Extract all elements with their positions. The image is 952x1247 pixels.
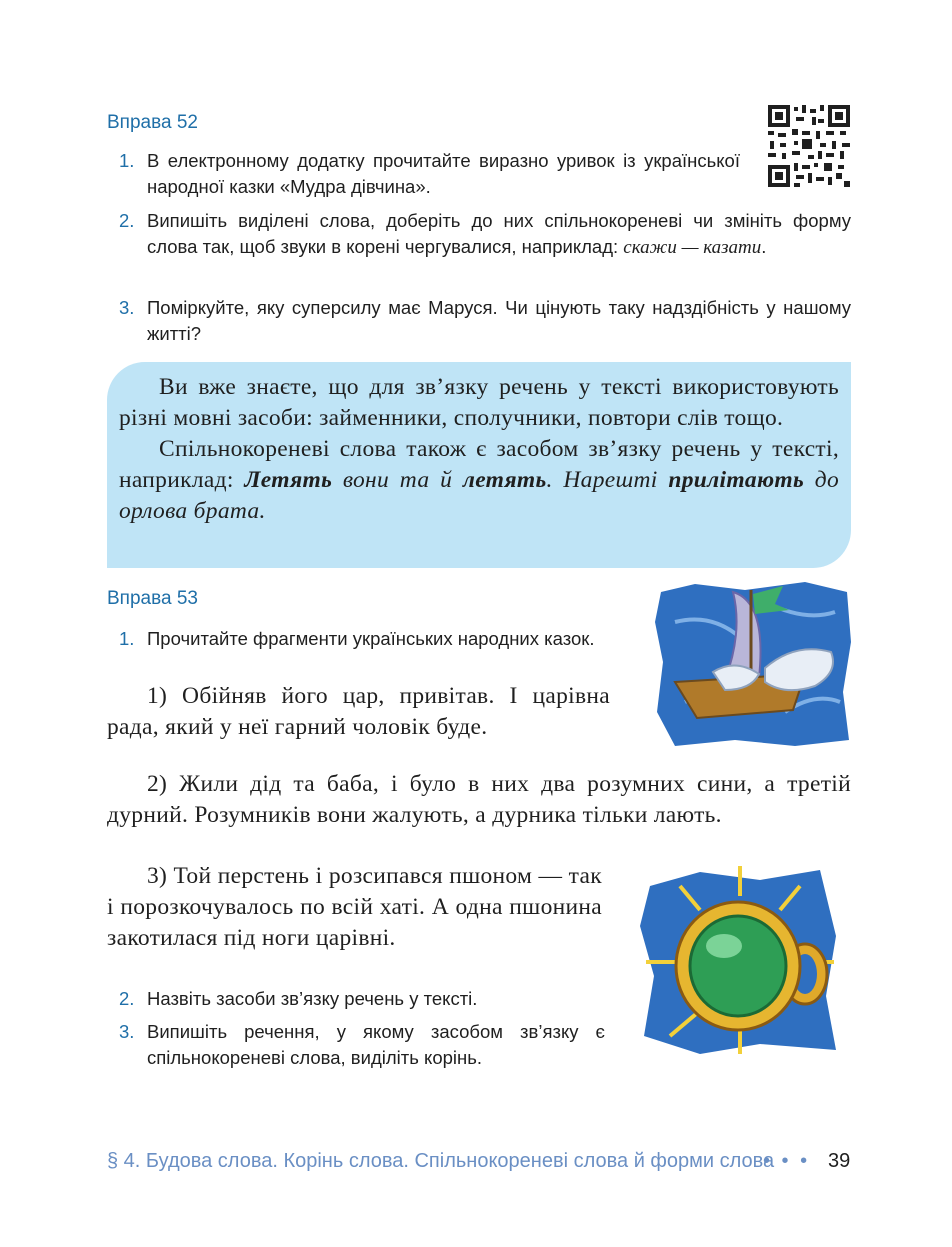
example-word: прилітають xyxy=(668,467,805,493)
page-number: 39 xyxy=(828,1150,851,1172)
exercise-53-title: Вправа 53 xyxy=(107,588,198,609)
flying-ship-illustration xyxy=(655,582,851,746)
task-number: 3. xyxy=(119,297,135,318)
example-text: до орлова брата. xyxy=(119,467,839,524)
footer-chapter: § 4. Будова слова. Корінь слова. Спільнокореневі слова й форми слова xyxy=(107,1150,775,1172)
example-text: вони та й xyxy=(332,467,463,493)
qr-code-icon[interactable] xyxy=(768,105,850,187)
exercise-53-task-3 xyxy=(119,1019,605,1071)
green-gem-ring-illustration xyxy=(640,866,840,1056)
task-number: 1. xyxy=(119,628,135,649)
fragment-2: 2) Жили дід та баба, і було в них два розумних сини, а третій дурний. Розумників вони жалують, а дурника тільки лають. xyxy=(107,771,851,828)
task-number: 2. xyxy=(119,988,135,1009)
rule-paragraph-1: Ви вже знаєте, що для зв’язку речень у тексті використовують різні мовні засоби: займенники, сполучники, повтори слів тощо. xyxy=(119,374,839,431)
task-example: скажи — казати xyxy=(623,237,762,258)
example-text: . Нарешті xyxy=(546,467,669,493)
task-text: Поміркуйте, яку суперсилу має Маруся. Чи цінують таку надздібність у нашому житті? xyxy=(147,297,851,344)
footer-dots: • • • xyxy=(763,1150,811,1172)
task-text: В електронному додатку прочитайте виразно уривок із української народної казки «Мудра дівчина». xyxy=(147,150,740,197)
task-text-end: . xyxy=(761,236,767,257)
exercise-52-task-3 xyxy=(119,295,851,347)
rule-box xyxy=(107,362,851,568)
task-text: Випишіть виділені слова, доберіть до них спільнокореневі чи змініть форму слова так, щоб звуки в корені чергувалися, наприклад: xyxy=(147,210,851,257)
task-text: Випишіть речення, у якому засобом зв’язку є спільнокореневі слова, виділіть корінь. xyxy=(147,1021,605,1068)
rule-text: Спільнокореневі слова також є засобом зв’язку речень у тексті, наприклад: xyxy=(119,436,839,493)
task-text: Назвіть засоби зв’язку речень у тексті. xyxy=(147,988,478,1009)
fragment-3: 3) Той перстень і розсипався пшоном — так і порозкочувалось по всій хаті. А одна пшонина закотилася під ноги царівні. xyxy=(107,863,602,951)
rule-paragraph-2 xyxy=(119,434,839,527)
exercise-52-task-1 xyxy=(119,148,740,200)
exercise-53-task-1 xyxy=(119,626,609,652)
task-number: 3. xyxy=(119,1021,135,1042)
task-text: Прочитайте фрагменти українських народних казок. xyxy=(147,628,595,649)
fragment-1: 1) Обійняв його цар, привітав. І царівна рада, який у неї гарний чоловік буде. xyxy=(107,683,610,740)
exercise-52-task-2 xyxy=(119,208,851,261)
exercise-53-task-2 xyxy=(119,986,609,1012)
exercise-52-title: Вправа 52 xyxy=(107,112,198,133)
example-word: летять xyxy=(462,467,547,493)
task-number: 1. xyxy=(119,150,135,171)
example-word: Летять xyxy=(244,467,333,493)
task-number: 2. xyxy=(119,210,135,231)
